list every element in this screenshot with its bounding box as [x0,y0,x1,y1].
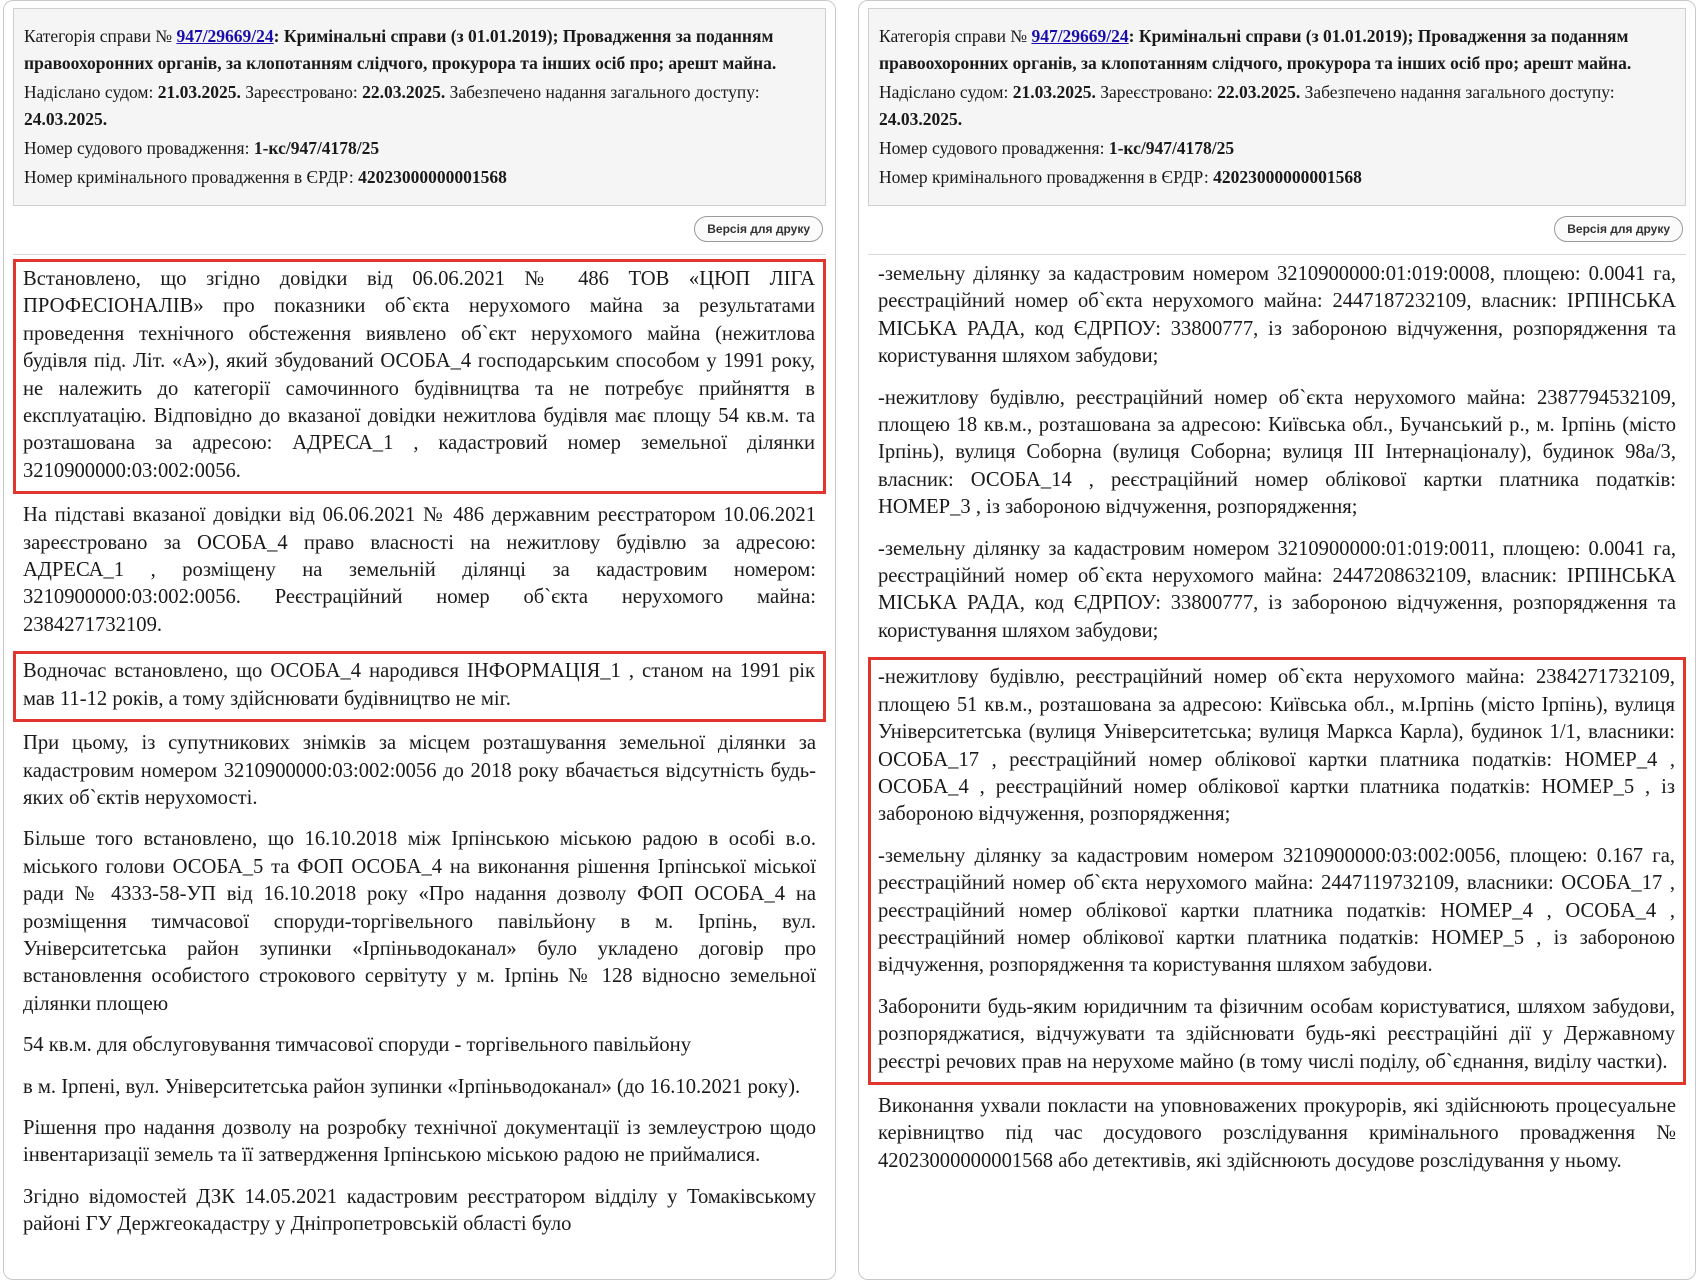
proceeding-line [879,135,1675,162]
dates-line [24,79,815,133]
case-category-line [24,23,815,77]
paragraph: Згідно відомостей ДЗК 14.05.2021 кадастровим реєстратором відділу у Томаківському районі ГУ Держгеокадастру у Дніпропетровській області було [23,1185,816,1236]
category-value: : Кримінальні справи (з 01.01.2019); Провадження за поданням правоохоронних органів, за клопотанням слідчого, прокурора та інших осіб про; арешт майна. [24,26,777,73]
paragraph: При цьому, із супутникових знімків за місцем розташування земельної ділянки за кадастровим номером 3210900000:03:002:0056 до 2018 року вбачається відсутність будь-яких об`єктів нерухомості. [23,732,816,809]
paragraph: в м. Ірпені, вул. Університетська район зупинки «Ірпіньводоканал» (до 16.10.2021 року). [23,1075,801,1098]
paragraph: На підставі вказаної довідки від 06.06.2021 № 486 державним реєстратором 10.06.2021 зареєстровано за ОСОБА_4 право власності на нежитлову будівлю за адресою: АДРЕСА_1 , розміщену на земельній ділянці за кадастровим номером: 3210900000:03:002:0056. Реєстраційний номер об`єкта нерухомого майна: 2384271732109. [23,504,816,636]
proceeding-label: Номер судового провадження: [24,138,254,158]
document-text [868,254,1686,1175]
proceeding-number: 1-кс/947/4178/25 [1108,138,1235,158]
case-category-line [879,23,1675,77]
case-info-box [868,8,1686,206]
registered-date: 22.03.2025. [1217,82,1301,102]
access-label: Забезпечено надання загального доступу: [445,82,760,102]
print-row [4,206,835,254]
dates-line [879,79,1675,133]
case-number-link[interactable]: 947/29669/24 [1031,26,1129,46]
print-version-button[interactable]: Версія для друку [694,216,823,242]
print-version-button[interactable]: Версія для друку [1554,216,1683,242]
registered-date: 22.03.2025. [362,82,446,102]
right-document-panel [858,0,1696,1280]
category-label: Категорія справи № [879,26,1032,46]
paragraph: Заборонити будь-яким юридичним та фізичним особам користуватися, шляхом забудови, розпоряджатися, відчужувати та здійснювати будь-які реєстраційні дії у Державному реєстрі речових прав на нерухоме майно (в тому числі поділу, об`єднання, виділу частки). [878,995,1675,1073]
sent-label: Надіслано судом: [24,82,158,102]
proceeding-label: Номер судового провадження: [879,138,1109,158]
sent-date: 21.03.2025. [157,82,241,102]
case-info-box [13,8,826,206]
paragraph: 54 кв.м. для обслуговування тимчасової споруди - торгівельного павільйону [23,1034,691,1057]
category-label: Категорія справи № [24,26,177,46]
access-date: 24.03.2025. [879,109,963,129]
erdr-label: Номер кримінального провадження в ЄРДР: [24,167,359,187]
erdr-line [879,164,1675,191]
paragraph: -нежитлову будівлю, реєстраційний номер об`єкта нерухомого майна: 2384271732109, площею 51 кв.м., розташована за адресою: Київська обл., м.Ірпінь (місто Ірпінь), вулиця Університетська (вулиця Університетська; вулиця Маркса Карла), будинок 1/1, власники: ОСОБА_17 , реєстраційний номер облікової картки платника податків: НОМЕР_4 , ОСОБА_4 , реєстраційний номер облікової картки платника податків: НОМЕР_5 , із забороною відчуження, розпорядження; [878,666,1675,826]
registered-label: Зареєстровано: [240,82,363,102]
sent-label: Надіслано судом: [879,82,1013,102]
paragraph: Більше того встановлено, що 16.10.2018 між Ірпінською міською радою в особі в.о. міського голови ОСОБА_5 та ФОП ОСОБА_4 на виконання рішення Ірпінської міської ради № 4333-58-УП від 16.10.2018 року «Про надання дозволу ФОП ОСОБА_4 на розміщення тимчасової споруди-торгівельного павільйону в м. Ірпінь, вул. Університетська район зупинки «Ірпіньводоканал» було укладено договір про встановлення особистого строкового сервітуту у м. Ірпінь № 128 відносно земельної ділянки площею [23,828,816,1015]
paragraph: -земельну ділянку за кадастровим номером 3210900000:01:019:0011, площею: 0.0041 га, реєстраційний номер об`єкта нерухомого майна: 2447208632109, власник: ІРПІНСЬКА МІСЬКА РАДА, код ЄДРПОУ: 33800777, із забороною відчуження, розпорядження та користування шляхом забудови; [878,537,1676,642]
paragraph: Виконання ухвали покласти на уповноважених прокурорів, які здійснюють процесуальне керівництво під час досудового розслідування кримінального провадження № 42023000000001568 або детективів, які здійснюють досудове розслідування у ньому. [878,1094,1676,1172]
highlighted-block [868,657,1686,1085]
registered-label: Зареєстровано: [1095,82,1218,102]
highlighted-paragraph: Встановлено, що згідно довідки від 06.06.2021 № 486 ТОВ «ЦЮП ЛІГА ПРОФЕСІОНАЛІВ» про показники об`єкта нерухомого майна за результатами проведення технічного обстеження виявлено об`єкт нерухомого майна (нежитлова будівля під. Літ. «А»), який збудований ОСОБА_4 господарським способом у 1991 року, не належить до категорії самочинного будівництва та не потребує прийняття в експлуатацію. Відповідно до вказаної довідки нежитлова будівля має площу 54 кв.м. та розташована за адресою: АДРЕСА_1 , кадастровий номер земельної ділянки 3210900000:03:002:0056. [13,259,826,494]
paragraph: -земельну ділянку за кадастровим номером 3210900000:03:002:0056, площею: 0.167 га, реєстраційний номер об`єкта нерухомого майна: 2447119732109, власники: ОСОБА_17 , реєстраційний номер облікової картки платника податків: НОМЕР_4 , ОСОБА_4 , реєстраційний номер облікової картки платника податків: НОМЕР_5 , із забороною відчуження, розпорядження та користування шляхом забудови. [878,844,1675,977]
paragraph: Рішення про надання дозволу на розробку технічної документації із землеустрою щодо інвентаризації земель та її затвердження Ірпінською міською радою не приймалися. [23,1116,816,1167]
highlighted-paragraph: Водночас встановлено, що ОСОБА_4 народився ІНФОРМАЦІЯ_1 , станом на 1991 рік мав 11-12 років, а тому здійснювати будівництво не міг. [13,651,826,722]
erdr-line [24,164,815,191]
print-row [859,206,1695,254]
erdr-label: Номер кримінального провадження в ЄРДР: [879,167,1214,187]
paragraph: -нежитлову будівлю, реєстраційний номер об`єкта нерухомого майна: 2387794532109, площею 18 кв.м., розташована за адресою: Київська обл., Бучанський р., м. Ірпінь (місто Ірпінь), вулиця Соборна (вулиця Соборна; вулиця III Інтернаціоналу), будинок 98а/3, власник: ОСОБА_14 , реєстраційний номер облікової картки платника податків: НОМЕР_3 , із забороною відчуження, розпорядження; [878,386,1676,519]
access-date: 24.03.2025. [24,109,108,129]
proceeding-number: 1-кс/947/4178/25 [253,138,380,158]
paragraph: -земельну ділянку за кадастровим номером 3210900000:01:019:0008, площею: 0.0041 га, реєстраційний номер об`єкта нерухомого майна: 2447187232109, власник: ІРПІНСЬКА МІСЬКА РАДА, код ЄДРПОУ: 33800777, із забороною відчуження, розпорядження та користування шляхом забудови; [878,263,1676,368]
proceeding-line [24,135,815,162]
sent-date: 21.03.2025. [1012,82,1096,102]
document-text [13,254,826,1239]
erdr-number: 42023000000001568 [1213,167,1362,187]
category-value: : Кримінальні справи (з 01.01.2019); Провадження за поданням правоохоронних органів, за клопотанням слідчого, прокурора та інших осіб про; арешт майна. [879,26,1632,73]
left-document-panel [3,0,836,1280]
erdr-number: 42023000000001568 [358,167,507,187]
case-number-link[interactable]: 947/29669/24 [176,26,274,46]
access-label: Забезпечено надання загального доступу: [1300,82,1615,102]
